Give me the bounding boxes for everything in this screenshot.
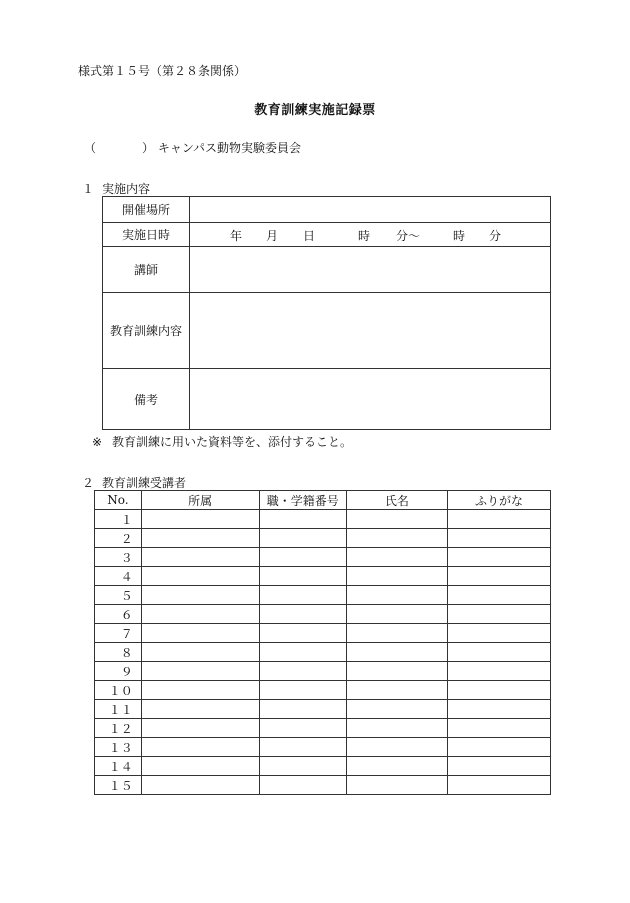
- affiliation-cell[interactable]: [141, 738, 259, 757]
- section2-number: ２: [82, 476, 95, 490]
- month-unit: 月: [266, 229, 279, 243]
- col-header-no: No.: [95, 491, 142, 510]
- day-unit: 日: [303, 229, 316, 243]
- table-row: [95, 643, 551, 662]
- affiliation-cell[interactable]: [141, 605, 259, 624]
- staff-id-cell[interactable]: [259, 624, 346, 643]
- staff-id-cell[interactable]: [259, 586, 346, 605]
- affiliation-cell[interactable]: [141, 681, 259, 700]
- affiliation-cell[interactable]: [141, 700, 259, 719]
- committee-open-paren: （: [84, 141, 97, 155]
- name-cell[interactable]: [346, 662, 447, 681]
- furigana-cell[interactable]: [447, 510, 550, 529]
- staff-id-cell[interactable]: [259, 757, 346, 776]
- staff-id-cell[interactable]: [259, 548, 346, 567]
- furigana-cell[interactable]: [447, 548, 550, 567]
- staff-id-cell[interactable]: [259, 567, 346, 586]
- venue-label: 開催場所: [103, 197, 190, 223]
- furigana-cell[interactable]: [447, 700, 550, 719]
- name-cell[interactable]: [346, 681, 447, 700]
- participants-body: [95, 510, 551, 795]
- name-cell[interactable]: [346, 700, 447, 719]
- name-cell[interactable]: [346, 529, 447, 548]
- form-number: 様式第１５号（第２８条関係）: [78, 64, 247, 78]
- name-cell[interactable]: [346, 510, 447, 529]
- participants-header-row: [95, 491, 551, 510]
- participants-table: [94, 490, 551, 795]
- row-number: １: [95, 510, 142, 529]
- committee-line: [84, 139, 301, 156]
- staff-id-cell[interactable]: [259, 529, 346, 548]
- remarks-row: [103, 369, 551, 430]
- affiliation-cell[interactable]: [141, 510, 259, 529]
- staff-id-cell[interactable]: [259, 738, 346, 757]
- content-label: 教育訓練内容: [103, 293, 190, 369]
- affiliation-cell[interactable]: [141, 776, 259, 795]
- datetime-row: [103, 223, 551, 247]
- affiliation-cell[interactable]: [141, 567, 259, 586]
- venue-field[interactable]: [190, 197, 551, 223]
- name-cell[interactable]: [346, 757, 447, 776]
- affiliation-cell[interactable]: [141, 719, 259, 738]
- name-cell[interactable]: [346, 548, 447, 567]
- name-cell[interactable]: [346, 719, 447, 738]
- document-title: 教育訓練実施記録票: [254, 103, 376, 118]
- affiliation-cell[interactable]: [141, 643, 259, 662]
- row-number: ６: [95, 605, 142, 624]
- furigana-cell[interactable]: [447, 719, 550, 738]
- staff-id-cell[interactable]: [259, 510, 346, 529]
- instructor-row: [103, 247, 551, 293]
- table-row: [95, 719, 551, 738]
- row-number: １３: [95, 738, 142, 757]
- start-minute-unit: 分〜: [396, 229, 421, 243]
- section2-heading: [82, 474, 186, 491]
- section2-title: 教育訓練受講者: [102, 476, 187, 490]
- row-number: ７: [95, 624, 142, 643]
- col-header-name: 氏名: [346, 491, 447, 510]
- affiliation-cell[interactable]: [141, 548, 259, 567]
- row-number: ９: [95, 662, 142, 681]
- table-row: [95, 567, 551, 586]
- furigana-cell[interactable]: [447, 586, 550, 605]
- table-row: [95, 662, 551, 681]
- table-row: [95, 776, 551, 795]
- furigana-cell[interactable]: [447, 662, 550, 681]
- section1-title: 実施内容: [102, 182, 151, 196]
- furigana-cell[interactable]: [447, 681, 550, 700]
- affiliation-cell[interactable]: [141, 757, 259, 776]
- instructor-label: 講師: [103, 247, 190, 293]
- table-row: [95, 738, 551, 757]
- name-cell[interactable]: [346, 738, 447, 757]
- staff-id-cell[interactable]: [259, 681, 346, 700]
- furigana-cell[interactable]: [447, 738, 550, 757]
- note-mark: ※: [92, 435, 103, 449]
- note-text: 教育訓練に用いた資料等を、添付すること。: [112, 435, 353, 449]
- year-unit: 年: [230, 229, 243, 243]
- section1-heading: [82, 180, 150, 197]
- col-header-affiliation: 所属: [141, 491, 259, 510]
- furigana-cell[interactable]: [447, 567, 550, 586]
- remarks-field[interactable]: [190, 369, 551, 430]
- committee-name: キャンパス動物実験委員会: [157, 141, 302, 155]
- row-number: １５: [95, 776, 142, 795]
- table-row: [95, 605, 551, 624]
- table-row: [95, 624, 551, 643]
- datetime-label: 実施日時: [103, 223, 190, 247]
- content-field[interactable]: [190, 293, 551, 369]
- name-cell[interactable]: [346, 776, 447, 795]
- table-row: [95, 757, 551, 776]
- committee-close-paren: ）: [142, 141, 155, 155]
- row-number: ５: [95, 586, 142, 605]
- table-row: [95, 529, 551, 548]
- row-number: １４: [95, 757, 142, 776]
- furigana-cell[interactable]: [447, 529, 550, 548]
- table-row: [95, 586, 551, 605]
- affiliation-cell[interactable]: [141, 529, 259, 548]
- section1-number: １: [82, 182, 95, 196]
- affiliation-cell[interactable]: [141, 586, 259, 605]
- row-number: １１: [95, 700, 142, 719]
- name-cell[interactable]: [346, 643, 447, 662]
- col-header-furigana: ふりがな: [447, 491, 550, 510]
- instructor-field[interactable]: [190, 247, 551, 293]
- content-row: [103, 293, 551, 369]
- end-minute-unit: 分: [489, 229, 502, 243]
- staff-id-cell[interactable]: [259, 700, 346, 719]
- name-cell[interactable]: [346, 605, 447, 624]
- row-number: １０: [95, 681, 142, 700]
- table-row: [95, 681, 551, 700]
- name-cell[interactable]: [346, 586, 447, 605]
- table-row: [95, 700, 551, 719]
- table-row: [95, 548, 551, 567]
- row-number: ４: [95, 567, 142, 586]
- datetime-field[interactable]: [190, 223, 551, 247]
- furigana-cell[interactable]: [447, 757, 550, 776]
- attachment-note: [92, 433, 352, 450]
- furigana-cell[interactable]: [447, 643, 550, 662]
- staff-id-cell[interactable]: [259, 776, 346, 795]
- furigana-cell[interactable]: [447, 624, 550, 643]
- affiliation-cell[interactable]: [141, 662, 259, 681]
- staff-id-cell[interactable]: [259, 643, 346, 662]
- row-number: ８: [95, 643, 142, 662]
- staff-id-cell[interactable]: [259, 662, 346, 681]
- col-header-staff-id: 職・学籍番号: [259, 491, 346, 510]
- row-number: ３: [95, 548, 142, 567]
- furigana-cell[interactable]: [447, 776, 550, 795]
- implementation-table: [102, 196, 551, 430]
- end-hour-unit: 時: [453, 229, 466, 243]
- furigana-cell[interactable]: [447, 605, 550, 624]
- venue-row: [103, 197, 551, 223]
- start-hour-unit: 時: [358, 229, 371, 243]
- row-number: ２: [95, 529, 142, 548]
- table-row: [95, 510, 551, 529]
- staff-id-cell[interactable]: [259, 719, 346, 738]
- remarks-label: 備考: [103, 369, 190, 430]
- staff-id-cell[interactable]: [259, 605, 346, 624]
- name-cell[interactable]: [346, 624, 447, 643]
- name-cell[interactable]: [346, 567, 447, 586]
- affiliation-cell[interactable]: [141, 624, 259, 643]
- row-number: １２: [95, 719, 142, 738]
